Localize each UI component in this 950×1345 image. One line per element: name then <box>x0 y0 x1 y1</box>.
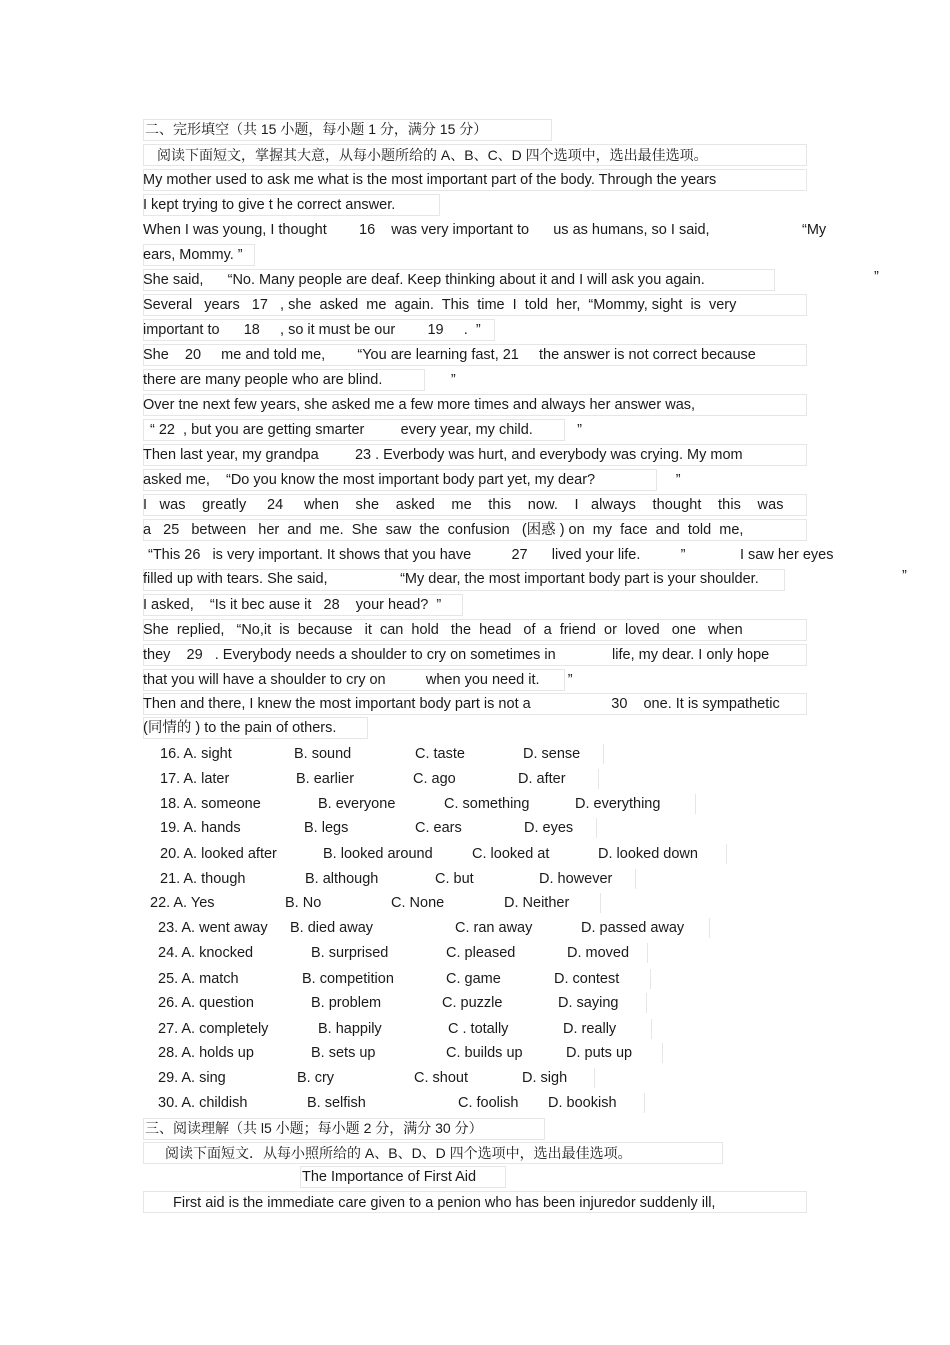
option-b: B. selfish <box>307 1095 366 1111</box>
option-c: C. looked at <box>472 846 550 862</box>
option-d: D. sense <box>523 746 581 762</box>
option-a: 16. A. sight <box>160 746 232 762</box>
passage-line: She said, “No. Many people are deaf. Keep thinking about it and I will ask you again. <box>143 272 705 288</box>
passage-line: Then last year, my grandpa 23 . Everbody was hurt, and everybody was crying. My mom <box>143 447 743 463</box>
passage-line: “This 26 is very important. It shows that you have 27 lived your life. ” <box>148 547 686 563</box>
option-a: 24. A. knocked <box>158 945 254 961</box>
option-d: D. eyes <box>524 820 574 836</box>
option-c: C. None <box>391 895 445 911</box>
passage-line: “ 22 , but you are getting smarter every year, my child. ” <box>150 422 582 438</box>
option-a: 25. A. match <box>158 971 239 987</box>
option-d: D. bookish <box>548 1095 617 1111</box>
option-c: C. puzzle <box>442 995 503 1011</box>
option-d: D. saying <box>558 995 619 1011</box>
option-d: D. passed away <box>581 920 685 936</box>
option-d: D. Neither <box>504 895 570 911</box>
option-a: 28. A. holds up <box>158 1045 254 1061</box>
option-b: B. earlier <box>296 771 355 787</box>
option-a: 26. A. question <box>158 995 254 1011</box>
option-c: C . totally <box>448 1021 509 1037</box>
option-b: B. surprised <box>311 945 389 961</box>
option-a: 29. A. sing <box>158 1070 226 1086</box>
passage-line: I saw her eyes <box>740 547 834 563</box>
passage-title: The Importance of First Aid <box>302 1169 477 1185</box>
passage-line: (同情的 ) to the pain of others. <box>143 720 337 736</box>
option-c: C. pleased <box>446 945 516 961</box>
option-c: C. foolish <box>458 1095 519 1111</box>
passage-line: they 29 . Everybody needs a shoulder to cry on sometimes in life, my dear. I only hope <box>143 647 770 663</box>
option-b: B. legs <box>304 820 349 836</box>
option-b: B. died away <box>290 920 374 936</box>
option-b: B. cry <box>297 1070 335 1086</box>
option-d: D. really <box>563 1021 617 1037</box>
option-c: C. shout <box>414 1070 468 1086</box>
passage-line: asked me, “Do you know the most important body part yet, my dear? ” <box>143 472 681 488</box>
option-d: D. sigh <box>522 1070 568 1086</box>
option-b: B. although <box>305 871 379 887</box>
option-d: D. puts up <box>566 1045 633 1061</box>
option-b: B. problem <box>311 995 382 1011</box>
option-b: B. looked around <box>323 846 433 862</box>
passage-line: I asked, “Is it bec ause it 28 your head? ” <box>143 597 442 613</box>
option-d: D. however <box>539 871 613 887</box>
passage-line: She 20 me and told me, “You are learning fast, 21 the answer is not correct because <box>143 347 756 363</box>
option-a: 17. A. later <box>160 771 230 787</box>
option-d: D. moved <box>567 945 630 961</box>
option-b: B. sound <box>294 746 352 762</box>
option-d: D. contest <box>554 971 620 987</box>
option-a: 20. A. looked after <box>160 846 277 862</box>
passage-first-line: First aid is the immediate care given to a penion who has been injuredor suddenly ill, <box>173 1195 716 1211</box>
passage-line: important to 18 , so it must be our 19 . ” <box>143 322 481 338</box>
option-c: C. builds up <box>446 1045 523 1061</box>
passage-line: When I was young, I thought 16 was very important to us as humans, so I said, <box>143 222 710 238</box>
option-c: C. but <box>435 871 474 887</box>
passage-line: Several years 17 , she asked me again. This time I told her, “Mommy, sight is very <box>143 297 737 313</box>
option-a: 21. A. though <box>160 871 246 887</box>
option-b: B. No <box>285 895 322 911</box>
option-c: C. something <box>444 796 530 812</box>
option-b: B. sets up <box>311 1045 376 1061</box>
section-3-instruction: 阅读下面短文．从每小照所给的 A、B、D、D 四个选项中，选出最佳选项。 <box>165 1145 632 1161</box>
passage-line: She replied, “No,it is because it can hold the head of a friend or loved one when <box>143 622 743 638</box>
passage-line: Then and there, I knew the most important body part is not a 30 one. It is sympathetic <box>143 696 780 712</box>
section-3-heading: 三、阅读理解（共 l5 小题；每小题 2 分，满分 30 分） <box>145 1120 483 1136</box>
passage-line: I kept trying to give t he correct answer. <box>143 197 396 213</box>
passage-line: ” <box>874 269 879 285</box>
option-b: B. everyone <box>318 796 396 812</box>
passage-line: Over tne next few years, she asked me a few more times and always her answer was, <box>143 397 696 413</box>
option-c: C. game <box>446 971 501 987</box>
passage-line: “My <box>802 222 827 238</box>
option-a: 19. A. hands <box>160 820 241 836</box>
option-c: C. taste <box>415 746 465 762</box>
option-a: 27. A. completely <box>158 1021 269 1037</box>
option-b: B. happily <box>318 1021 382 1037</box>
option-d: D. looked down <box>598 846 698 862</box>
option-c: C. ago <box>413 771 456 787</box>
option-d: D. after <box>518 771 566 787</box>
option-c: C. ran away <box>455 920 533 936</box>
option-d: D. everything <box>575 796 661 812</box>
option-b: B. competition <box>302 971 394 987</box>
passage-line: filled up with tears. She said, “My dear, the most important body part is your shoulder. <box>143 571 759 587</box>
option-a: 18. A. someone <box>160 796 261 812</box>
option-a: 23. A. went away <box>158 920 268 936</box>
passage-line: there are many people who are blind. ” <box>143 372 456 388</box>
passage-line: a 25 between her and me. She saw the confusion (困惑 ) on my face and told me, <box>143 522 744 538</box>
option-a: 30. A. childish <box>158 1095 248 1111</box>
passage-line: ” <box>902 568 907 584</box>
option-a: 22. A. Yes <box>150 895 215 911</box>
passage-line: ears, Mommy. ” <box>143 247 243 263</box>
section-2-instruction: 阅读下面短文，掌握其大意，从每小题所给的 A、B、C、D 四个选项中，选出最佳选项。 <box>157 147 708 163</box>
option-c: C. ears <box>415 820 462 836</box>
passage-line: My mother used to ask me what is the most important part of the body. Through the years <box>143 172 717 188</box>
passage-line: that you will have a shoulder to cry on when you need it. ” <box>143 672 573 688</box>
passage-line: I was greatly 24 when she asked me this now. I always thought this was <box>143 497 784 513</box>
section-2-heading: 二、完形填空（共 15 小题，每小题 1 分，满分 15 分） <box>145 121 488 137</box>
